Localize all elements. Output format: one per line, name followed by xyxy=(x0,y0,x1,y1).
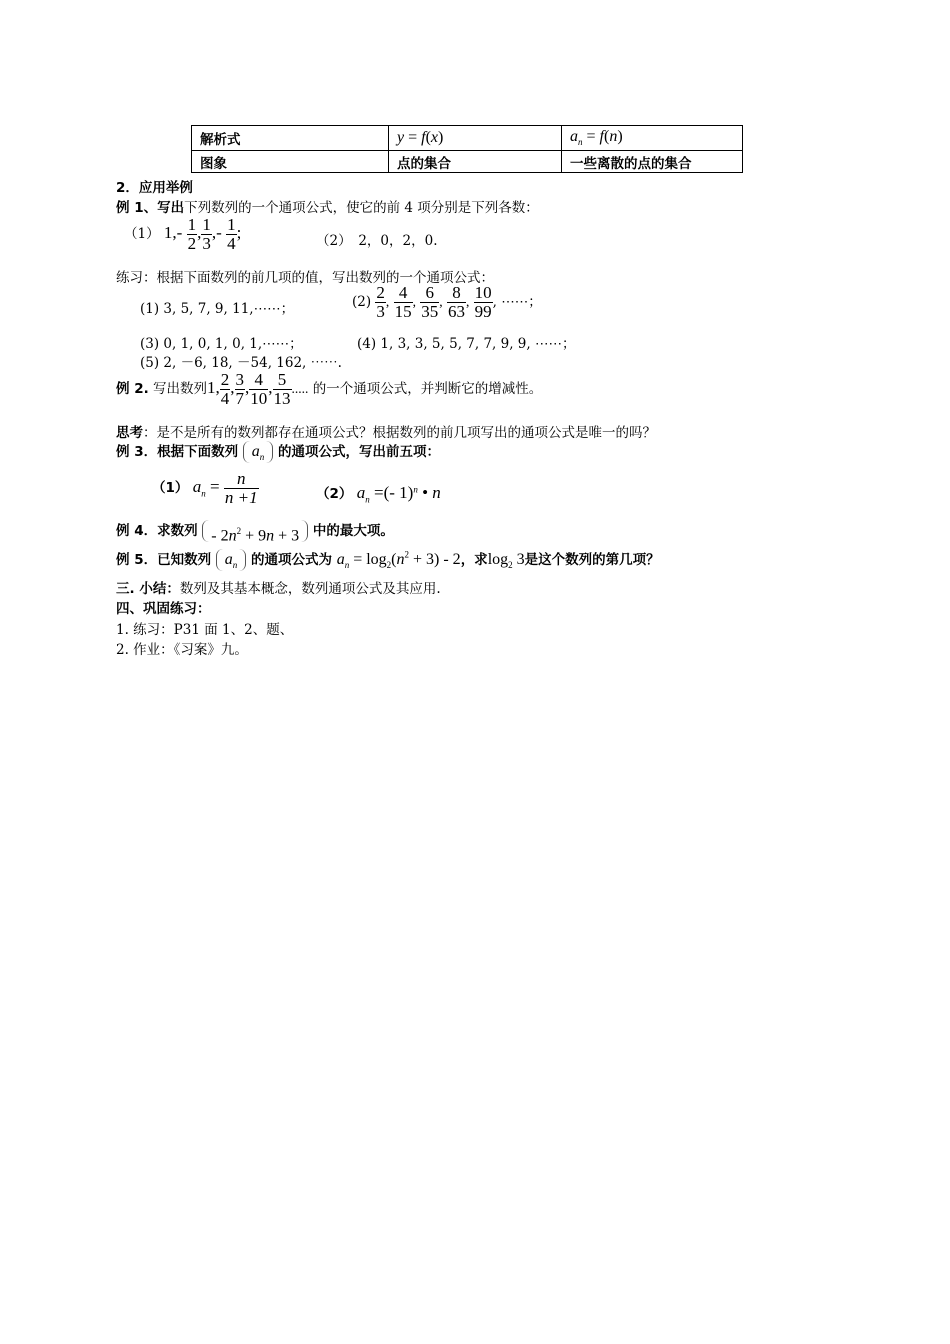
table-cell: 解析式 xyxy=(192,126,389,151)
table-cell-formula: $a_n = f(n)$ xyxy=(562,126,743,151)
example-text: 的通项公式，写出前五项： xyxy=(278,444,440,460)
math-expr: =(- 1) xyxy=(374,483,414,502)
q-label: (2) xyxy=(352,293,372,310)
math-expr: 1, xyxy=(207,377,220,397)
part-label: （1） xyxy=(124,225,160,242)
sequence-brace: $a_n$ xyxy=(243,441,274,463)
practice-q3: (3) 0, 1, 0, 1, 0, 1,⋯⋯； xyxy=(140,336,303,352)
example-text: 例 4．求数列 xyxy=(116,523,198,539)
table-row xyxy=(192,126,743,151)
example-3-part-2: （2） $a_n$ =(- 1)$^n$ • n xyxy=(316,483,441,505)
example-text: 中的最大项。 xyxy=(312,523,394,539)
sequence-brace: - $2n^2 + 9n + 3$ xyxy=(202,520,308,542)
summary xyxy=(116,577,441,597)
practice-q4: (4) 1, 3, 3, 5, 5, 7, 7, 9, 9, ⋯⋯； xyxy=(357,336,576,352)
sequence-brace: $a_n$ xyxy=(216,549,247,571)
summary-text: 数列及其基本概念，数列通项公式及其应用. xyxy=(179,581,441,597)
fraction: $\frac{6}{35}$ xyxy=(421,283,439,321)
table-cell-formula: y = f(x) xyxy=(389,126,562,151)
denominator: n +1 xyxy=(224,487,258,507)
practice-q5: (5) 2, －6, 18, －54, 162, ⋯⋯. xyxy=(140,355,342,371)
table-cell: 一些离散的点的集合 xyxy=(562,151,743,173)
fraction: $\frac{8}{63}$ xyxy=(447,283,465,321)
practice-q1: (1) 3, 5, 7, 9, 11,⋯⋯； xyxy=(140,301,295,317)
example-4 xyxy=(116,519,394,545)
summary-label: 三. 小结： xyxy=(116,581,180,597)
example-2: 例 2. 写出数列1, $\frac{2}{4}$ , $\frac{3}{7}$ , $\frac{4}{10}$ , $\frac{5}{13}$ ..... 的一个通项公式，并判断它的增减性。 xyxy=(116,370,543,408)
think-label: 思考 xyxy=(116,425,143,441)
list-item: 1. 练习：P31 面 1、2、题、 xyxy=(116,622,294,638)
example-1 xyxy=(116,196,539,216)
fraction: $\frac{2}{4}$ xyxy=(220,370,230,408)
example-text: 的一个通项公式，并判断它的增减性。 xyxy=(312,380,543,397)
fraction: $\frac{1}{2}$ xyxy=(187,215,197,253)
fraction: $\frac{1}{4}$ xyxy=(227,215,236,253)
example-label: 例 1、写出 xyxy=(116,200,185,216)
example-text: 例 3．根据下面数列 xyxy=(116,444,239,460)
part-label: （2） xyxy=(316,486,353,502)
math-formula: $a_n = \log_2(n^2 + 3) - 2$ xyxy=(336,549,461,571)
fraction: $\frac{5}{13}$ xyxy=(273,370,291,408)
comparison-table xyxy=(191,125,743,173)
fraction: $\frac{3}{7}$ xyxy=(235,370,245,408)
table-row xyxy=(192,151,743,173)
section-heading: 四、巩固练习： xyxy=(116,601,211,617)
example-5 xyxy=(116,548,660,571)
math-dots: ..... xyxy=(291,380,309,396)
example-text: 下列数列的一个通项公式，使它的前 4 项分别是下列各数： xyxy=(184,200,539,216)
fraction: $\frac{4}{15}$ xyxy=(394,283,412,321)
example-text: 的通项公式为 xyxy=(251,552,332,568)
fraction: $\frac{1}{3}$ xyxy=(202,215,211,253)
numerator: n xyxy=(224,470,259,489)
example-1-part-2: （2） 2，0，2，0. xyxy=(316,233,438,249)
example-text: 写出数列 xyxy=(153,380,208,397)
think xyxy=(116,421,656,441)
practice-q2: (2) $\frac{2}{3}$ , $\frac{4}{15}$ , $\frac{6}{35}$ , $\frac{8}{63}$ , $\frac{10}{99}$ , ⋯⋯； xyxy=(352,283,542,321)
q-tail: , ⋯⋯； xyxy=(492,293,542,310)
practice-intro: 练习：根据下面数列的前几项的值，写出数列的一个通项公式： xyxy=(116,270,494,286)
fraction: $\frac{10}{99}$ xyxy=(474,283,492,321)
fraction: $\frac{2}{3}$ xyxy=(376,283,385,321)
fraction xyxy=(224,470,259,507)
example-1-part-1: （1） 1,- $\frac{1}{2}$ , $\frac{1}{3}$ ,- $\frac{1}{4}$ ; xyxy=(124,215,242,253)
part-label: （1） xyxy=(152,479,189,496)
fraction: $\frac{4}{10}$ xyxy=(250,370,268,408)
example-text: 是这个数列的第几项？ xyxy=(524,552,660,568)
example-3 xyxy=(116,440,440,463)
example-text: 例 5．已知数列 xyxy=(116,552,212,568)
example-label: 例 2. xyxy=(116,380,149,397)
section-heading: 2．应用举例 xyxy=(116,180,193,196)
list-item: 2. 作业：《习案》九。 xyxy=(116,642,248,658)
example-text: ，求 xyxy=(460,552,488,568)
example-3-part-1: （1） $a_n$ = $\frac{n}{n +1}$ xyxy=(152,469,258,507)
table-cell: 图象 xyxy=(192,151,389,173)
math-value: $\log_2 3$ xyxy=(487,551,525,571)
math-expr: 1,- xyxy=(163,222,183,242)
table-cell: 点的集合 xyxy=(389,151,562,173)
think-text: ：是不是所有的数列都存在通项公式？根据数列的前几项写出的通项公式是唯一的吗？ xyxy=(143,425,656,441)
